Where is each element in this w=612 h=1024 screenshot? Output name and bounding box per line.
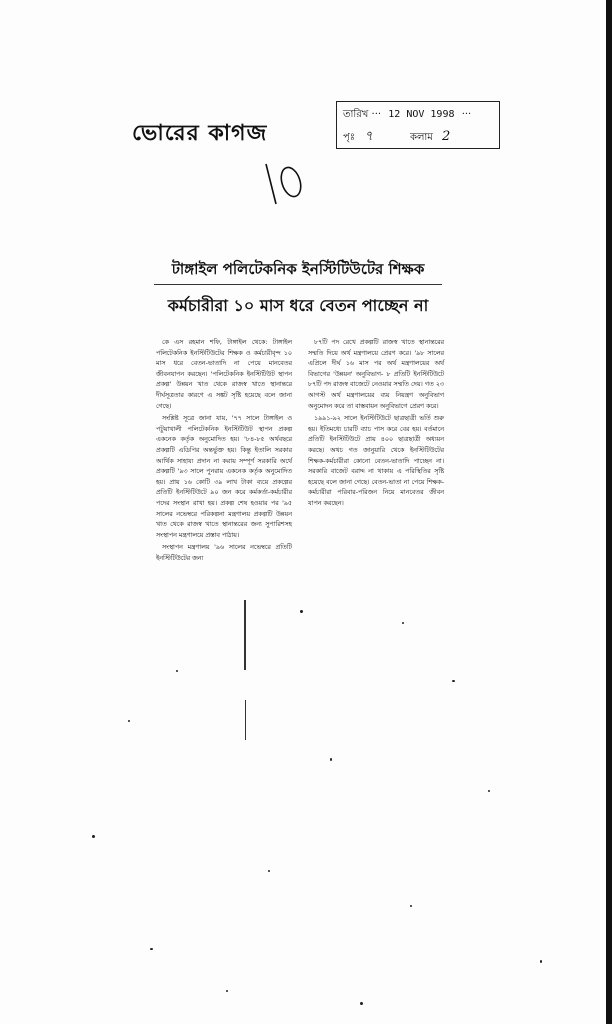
scan-speckle xyxy=(92,835,95,838)
article-column-right xyxy=(308,338,444,512)
stamp-date-row: তারিখ ··· 12 NOV 1998 ··· xyxy=(343,109,472,120)
clipping-date-stamp xyxy=(336,101,500,149)
scan-edge xyxy=(606,0,612,1024)
scan-artifact-line xyxy=(244,600,246,670)
article-paragraph: ১৯৯১-৯২ সালে ইনস্টিটিউটে ছাত্রছাত্রী ভর্তি শুরু হয়। ইতিমধ্যে চারটি ব্যাচ পাস করে বের হয়। বর্তমানে প্রতিটি ইনস্টিটিউটে প্রায় ৪০০ ছাত্রছাত্রী অধ্যয়ন করছে। অথচ গত জানুয়ারি থেকে ইনস্টিটিউটের শিক্ষক-কর্মচারীরা কোনো বেতন-ভাতাদি পাচ্ছেন না। সরকারি বাজেট বরাদ্দ না থাকায় এ পরিস্থিতির সৃষ্টি হয়েছে বলে জানা গেছে। বেতন-ভাতা না পেয়ে শিক্ষক-কর্মচারীরা পরিবার-পরিজন নিয়ে মানবেতর জীবন যাপন করছেন। xyxy=(308,415,444,507)
scan-artifact-line xyxy=(245,700,246,740)
article-paragraph: সংস্থাপন মন্ত্রণালয় '৯৬ সালের নভেম্বরে প্রতিটি ইনস্টিটিউটের জন্য xyxy=(156,544,292,562)
stamp-page-value: ৭ xyxy=(364,129,373,144)
article-column-left xyxy=(156,338,292,566)
scan-speckle xyxy=(402,622,404,624)
scan-speckle xyxy=(300,610,303,613)
stamp-page-label: পৃঃ xyxy=(343,132,356,143)
stamp-column-label: কলাম xyxy=(409,132,433,143)
scan-speckle xyxy=(268,870,270,872)
scan-speckle xyxy=(330,758,332,761)
stamp-page-row xyxy=(343,127,450,148)
article-headline xyxy=(154,258,442,317)
news-clipping xyxy=(154,258,442,598)
scan-speckle xyxy=(150,948,153,950)
handwritten-folio-number xyxy=(258,160,308,208)
scan-speckle xyxy=(176,670,178,672)
scan-speckle xyxy=(226,990,228,992)
scan-speckle xyxy=(360,1002,363,1005)
stamp-date-label: তারিখ xyxy=(343,109,369,120)
scan-speckle xyxy=(488,790,490,792)
article-paragraph: সংশ্লিষ্ট সূত্রে জানা যায়, '৭৭ সালে টাঙ্গাইল ও পটুয়াখালী পলিটেকনিক ইনস্টিটিউট স্থাপন প্রকল্প একনেক কর্তৃক অনুমোদিত হয়। '৮৪-৮৫ অর্থবছরে প্রকল্পটি এডিপির অন্তর্ভুক্ত হয়। কিন্তু ইতালি সরকার আর্থিক সাহায্য প্রদান না করায় সম্পূর্ণ সরকারি অর্থে প্রকল্পটি '৯৩ সালে পুনরায় একনেক কর্তৃক অনুমোদিত হয়। প্রায় ১৬ কোটি ৩৯ লাখ টাকা ব্যয়ে প্রকল্পের প্রতিটি ইনস্টিটিউটে ৯০ জন করে কর্মকর্তা-কর্মচারীর পদের সংস্থান রাখা হয়। প্রকল্প শেষ হওয়ার পর '৯৫ সালের নভেম্বরে পরিকল্পনা মন্ত্রণালয় প্রকল্পটি উন্নয়ন খাত থেকে রাজস্ব খাতে স্থানান্তরের জন্য সুপারিশসহ সংস্থাপন মন্ত্রণালয়ে প্রস্তাব পাঠায়। xyxy=(156,415,292,539)
scan-speckle xyxy=(128,720,130,722)
newspaper-masthead: ভোরের কাগজ xyxy=(132,120,268,146)
article-paragraph: কে এস রহমান শফি, টাঙ্গাইল থেকে: টাঙ্গাইল পলিটেকনিক ইনস্টিটিউটের শিক্ষক ও কর্মচারীবৃন্দ ১০ মাস ধরে বেতন-ভাতাদি না পেয়ে মানবেতর জীবনযাপন করছেন। 'পলিটেকনিক ইনস্টিটিউট স্থাপন প্রকল্প' উন্নয়ন খাত থেকে রাজস্ব খাতে স্থানান্তরে দীর্ঘসূত্রতার কারণে এ সঙ্কট সৃষ্টি হয়েছে বলে জানা গেছে। xyxy=(156,339,292,410)
stamp-date-value: 12 NOV 1998 xyxy=(388,109,455,120)
headline-line-2: কর্মচারীরা ১০ মাস ধরে বেতন পাচ্ছেন না xyxy=(167,296,429,315)
scan-speckle xyxy=(410,905,412,907)
scan-speckle xyxy=(540,960,542,963)
article-paragraph: ৮৭টি পদ রেখে প্রকল্পটি রাজস্ব খাতে স্থানান্তরের সম্মতি দিয়ে অর্থ মন্ত্রণালয়ে প্রেরণ করে। '৯৮ সালের এপ্রিলে দীর্ঘ ১৬ মাস পর অর্থ মন্ত্রণালয়ের অর্থ বিভাগের 'উন্নয়ন' অনুবিভাগ- ৮ প্রতিটি ইনস্টিটিউটে ৮৭টি পদ রাজস্ব বাজেটে নেওয়ার সম্মতি দেয়। গত ২৩ আগস্ট অর্থ মন্ত্রণালয়ের ব্যয় নিয়ন্ত্রণ অনুবিভাগ অনুমোদন করে তা বাস্তবায়ন অনুবিভাগে প্রেরণ করে। xyxy=(308,339,444,410)
headline-line-1: টাঙ্গাইল পলিটেকনিক ইনস্টিটিউটের শিক্ষক xyxy=(154,258,442,285)
scan-speckle xyxy=(452,680,455,682)
stamp-column-value: 2 xyxy=(442,129,451,144)
folio-text: 10 xyxy=(258,207,260,208)
